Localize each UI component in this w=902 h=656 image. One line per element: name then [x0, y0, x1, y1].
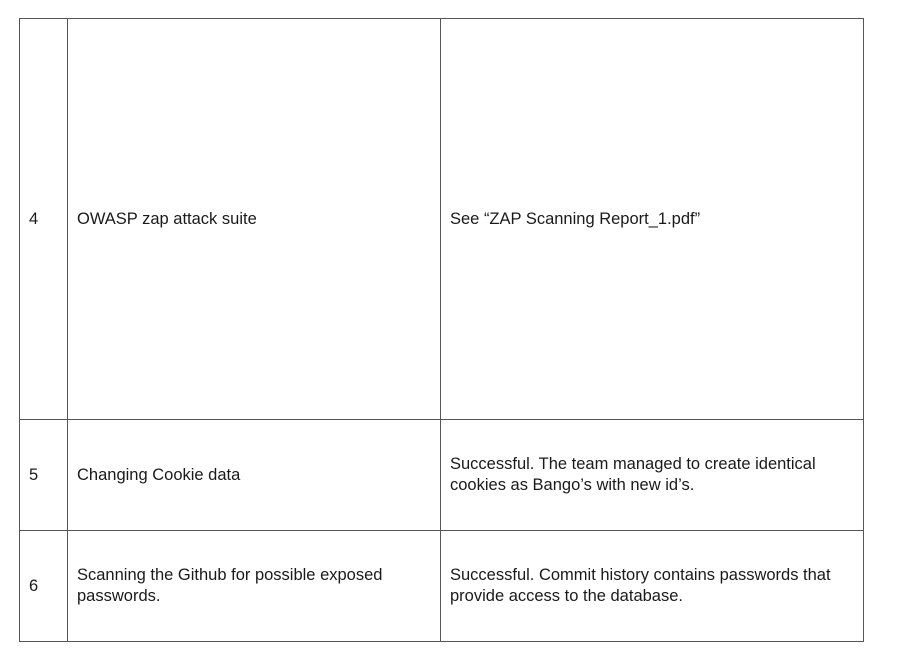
test-result: Successful. Commit history contains passwords that provide access to the database. [441, 531, 864, 642]
test-results-table [19, 18, 864, 642]
test-description: Scanning the Github for possible exposed passwords. [68, 531, 441, 642]
test-description: Changing Cookie data [68, 420, 441, 531]
table-row [20, 531, 864, 642]
table-row [20, 19, 864, 420]
table-row [20, 420, 864, 531]
row-number: 4 [20, 19, 68, 420]
test-result: See “ZAP Scanning Report_1.pdf” [441, 19, 864, 420]
test-result: Successful. The team managed to create identical cookies as Bango’s with new id’s. [441, 420, 864, 531]
row-number: 6 [20, 531, 68, 642]
row-number: 5 [20, 420, 68, 531]
test-description: OWASP zap attack suite [68, 19, 441, 420]
